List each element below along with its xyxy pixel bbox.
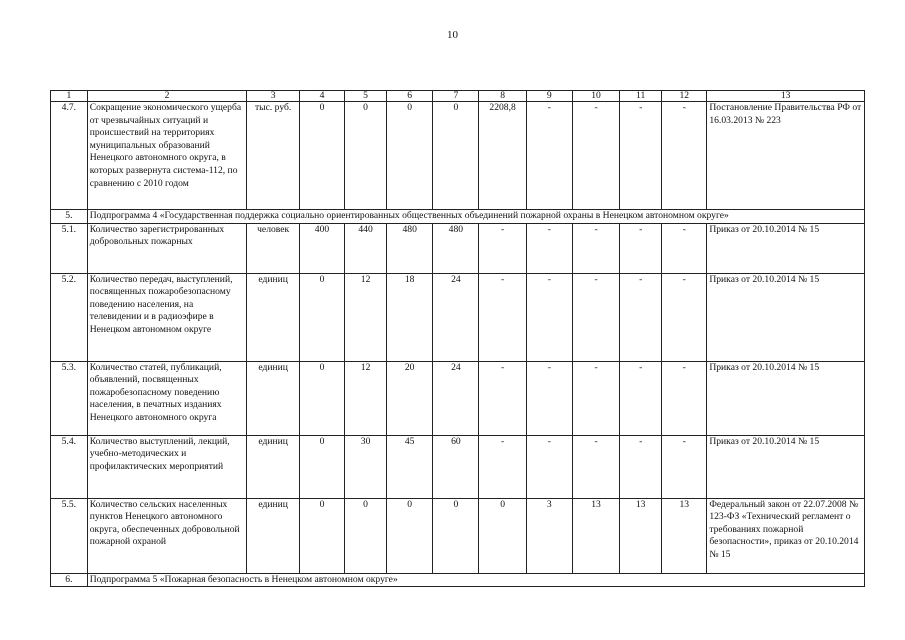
document-reference: Приказ от 20.10.2014 № 15: [707, 273, 865, 361]
header-cell: 12: [662, 91, 707, 102]
value-cell: 400: [299, 223, 344, 273]
value-cell: 0: [345, 102, 387, 210]
document-reference: Приказ от 20.10.2014 № 15: [707, 435, 865, 498]
value-cell: 12: [345, 273, 387, 361]
unit-cell: единиц: [247, 361, 300, 435]
document-reference: Федеральный закон от 22.07.2008 № 123-ФЗ «Технический регламент о требованиях пожарной безопасности», приказ от 20.10.2014 № 15: [707, 498, 865, 573]
value-cell: 3: [526, 498, 572, 573]
value-cell: 60: [433, 435, 479, 498]
value-cell: -: [572, 435, 619, 498]
document-reference: Приказ от 20.10.2014 № 15: [707, 223, 865, 273]
value-cell: 12: [345, 361, 387, 435]
row-number: 5.2.: [51, 273, 88, 361]
indicator-name: Количество выступлений, лекций, учебно-методических и профилактических мероприятий: [87, 435, 247, 498]
section-row: [51, 573, 865, 587]
value-cell: 480: [387, 223, 433, 273]
header-cell: 11: [620, 91, 662, 102]
header-cell: 8: [479, 91, 526, 102]
unit-cell: единиц: [247, 498, 300, 573]
page-number: 10: [447, 29, 458, 41]
row-number: 5.5.: [51, 498, 88, 573]
value-cell: -: [620, 223, 662, 273]
value-cell: 13: [662, 498, 707, 573]
value-cell: 0: [479, 498, 526, 573]
value-cell: -: [572, 361, 619, 435]
value-cell: 0: [433, 102, 479, 210]
value-cell: -: [662, 435, 707, 498]
value-cell: -: [620, 435, 662, 498]
value-cell: 0: [299, 435, 344, 498]
value-cell: -: [620, 273, 662, 361]
value-cell: 2208,8: [479, 102, 526, 210]
value-cell: -: [662, 273, 707, 361]
unit-cell: человек: [247, 223, 300, 273]
value-cell: -: [479, 273, 526, 361]
indicator-name: Количество передач, выступлений, посвященных пожаробезопасному поведению населения, на телевидении и в радиоэфире в Ненецком автономном округе: [87, 273, 247, 361]
value-cell: 440: [345, 223, 387, 273]
table-row: [51, 102, 865, 210]
section-row: [51, 210, 865, 224]
value-cell: 0: [299, 102, 344, 210]
header-cell: 5: [345, 91, 387, 102]
value-cell: -: [479, 435, 526, 498]
value-cell: 0: [299, 498, 344, 573]
value-cell: -: [526, 273, 572, 361]
header-cell: 7: [433, 91, 479, 102]
value-cell: -: [526, 435, 572, 498]
value-cell: -: [572, 223, 619, 273]
indicators-table: [50, 90, 865, 587]
section-title: Подпрограмма 4 «Государственная поддержка социально ориентированных общественных объединений пожарной охраны в Ненецком автономном округе»: [87, 210, 864, 224]
value-cell: -: [526, 361, 572, 435]
document-reference: Приказ от 20.10.2014 № 15: [707, 361, 865, 435]
header-cell: 13: [707, 91, 865, 102]
row-number: 5.4.: [51, 435, 88, 498]
value-cell: -: [572, 102, 619, 210]
header-cell: 10: [572, 91, 619, 102]
unit-cell: единиц: [247, 435, 300, 498]
row-number: 5.: [51, 210, 88, 224]
value-cell: 0: [387, 498, 433, 573]
header-cell: 9: [526, 91, 572, 102]
table-row: [51, 498, 865, 573]
value-cell: -: [526, 102, 572, 210]
value-cell: -: [479, 361, 526, 435]
value-cell: 18: [387, 273, 433, 361]
document-reference: Постановление Правительства РФ от 16.03.2013 № 223: [707, 102, 865, 210]
value-cell: 0: [299, 361, 344, 435]
value-cell: 0: [433, 498, 479, 573]
section-title: Подпрограмма 5 «Пожарная безопасность в Ненецком автономном округе»: [87, 573, 864, 587]
value-cell: 13: [620, 498, 662, 573]
value-cell: 480: [433, 223, 479, 273]
table-row: [51, 273, 865, 361]
header-cell: 1: [51, 91, 88, 102]
indicator-name: Количество зарегистрированных добровольных пожарных: [87, 223, 247, 273]
table-row: [51, 223, 865, 273]
value-cell: 0: [345, 498, 387, 573]
row-number: 5.3.: [51, 361, 88, 435]
header-cell: 3: [247, 91, 300, 102]
unit-cell: тыс. руб.: [247, 102, 300, 210]
unit-cell: единиц: [247, 273, 300, 361]
value-cell: 20: [387, 361, 433, 435]
value-cell: 0: [387, 102, 433, 210]
value-cell: -: [572, 273, 619, 361]
value-cell: -: [662, 102, 707, 210]
value-cell: 45: [387, 435, 433, 498]
value-cell: 13: [572, 498, 619, 573]
indicator-name: Количество статей, публикаций, объявлений, посвященных пожаробезопасному поведению населения, в печатных изданиях Ненецкого автономного округа: [87, 361, 247, 435]
value-cell: -: [662, 361, 707, 435]
value-cell: 24: [433, 273, 479, 361]
row-number: 6.: [51, 573, 88, 587]
header-cell: 2: [87, 91, 247, 102]
value-cell: 24: [433, 361, 479, 435]
header-cell: 6: [387, 91, 433, 102]
row-number: 4.7.: [51, 102, 88, 210]
table-row: [51, 361, 865, 435]
value-cell: -: [479, 223, 526, 273]
value-cell: -: [620, 361, 662, 435]
value-cell: 0: [299, 273, 344, 361]
header-cell: 4: [299, 91, 344, 102]
table-row: [51, 435, 865, 498]
value-cell: -: [662, 223, 707, 273]
row-number: 5.1.: [51, 223, 88, 273]
indicator-name: Сокращение экономического ущерба от чрезвычайных ситуаций и происшествий на территориях муниципальных образований Ненецкого автономного округа, в которых развернута система-112, по сравнению с 2010 годом: [87, 102, 247, 210]
value-cell: -: [526, 223, 572, 273]
header-row: [51, 91, 865, 102]
value-cell: 30: [345, 435, 387, 498]
indicator-name: Количество сельских населенных пунктов Ненецкого автономного округа, обеспеченных добровольной пожарной охраной: [87, 498, 247, 573]
value-cell: -: [620, 102, 662, 210]
